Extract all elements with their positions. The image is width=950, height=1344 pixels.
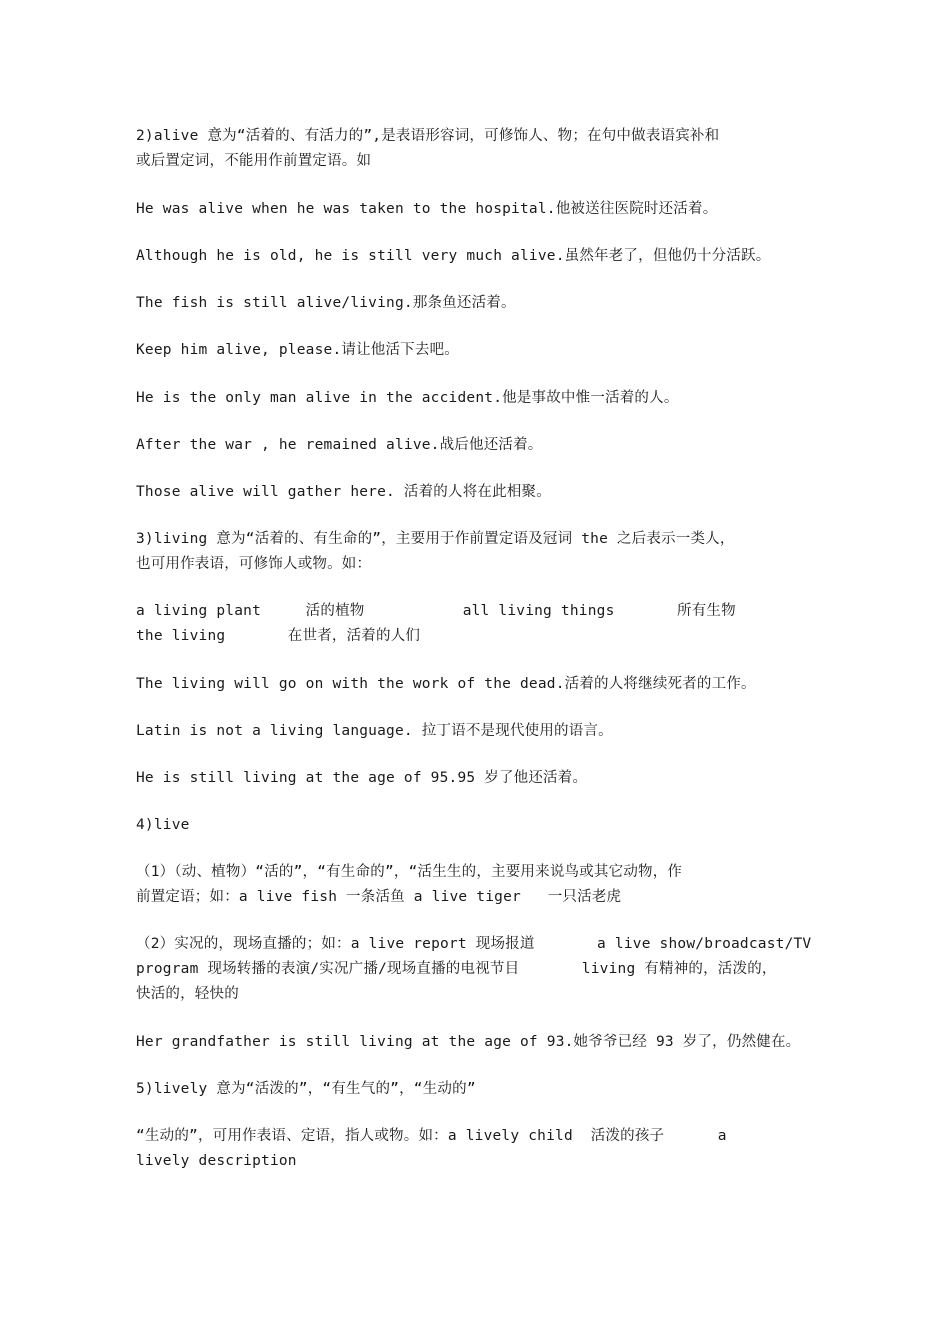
text-line: Keep him alive, please.请让他活下去吧。 — [136, 342, 459, 358]
text-line: 或后置定词，不能用作前置定语。如 — [136, 153, 372, 169]
text-line: 2)alive 意为“活着的、有活力的”,是表语形容词，可修饰人、物；在句中做表语宾补和 — [136, 128, 720, 144]
text-line: 5)lively 意为“活泼的”，“有生气的”，“生动的” — [136, 1081, 476, 1097]
text-line: Latin is not a living language. 拉丁语不是现代使用的语言。 — [136, 723, 613, 739]
text-line: 4)live — [136, 817, 190, 833]
text-line: The living will go on with the work of the dead.活着的人将继续死者的工作。 — [136, 676, 756, 692]
text-line: He is still living at the age of 95.95 岁了他还活着。 — [136, 770, 588, 786]
text-line: The fish is still alive/living.那条鱼还活着。 — [136, 295, 516, 311]
text-line: Her grandfather is still living at the age of 93.她爷爷已经 93 岁了，仍然健在。 — [136, 1034, 801, 1050]
text-line: a living plant 活的植物 all living things 所有生物 — [136, 603, 736, 619]
text-line: Although he is old, he is still very much alive.虽然年老了，但他仍十分活跃。 — [136, 248, 771, 264]
text-line: program 现场转播的表演/实况广播/现场直播的电视节目 living 有精神的，活泼的， — [136, 961, 777, 977]
text-line: （1）（动、植物）“活的”，“有生命的”，“活生生的，主要用来说鸟或其它动物，作 — [136, 864, 683, 880]
text-line: the living 在世者，活着的人们 — [136, 628, 421, 644]
text-line: 3)living 意为“活着的、有生命的”，主要用于作前置定语及冠词 the 之后表示一类人， — [136, 531, 735, 547]
text-line: （2）实况的，现场直播的；如：a live report 现场报道 a live show/broadcast/TV — [136, 936, 812, 952]
text-line: “生动的”，可用作表语、定语，指人或物。如：a lively child 活泼的孩子 a — [136, 1128, 727, 1144]
text-line: After the war , he remained alive.战后他还活着。 — [136, 437, 543, 453]
text-line: Those alive will gather here. 活着的人将在此相聚。 — [136, 484, 551, 500]
text-line: 也可用作表语，可修饰人或物。如： — [136, 556, 372, 572]
text-line: He was alive when he was taken to the hospital.他被送往医院时还活着。 — [136, 201, 718, 217]
text-line: He is the only man alive in the accident.他是事故中惟一活着的人。 — [136, 390, 679, 406]
text-line: 前置定语；如：a live fish 一条活鱼 a live tiger 一只活老虎 — [136, 889, 622, 905]
text-line: 快活的，轻快的 — [136, 986, 239, 1002]
text-line: lively description — [136, 1153, 297, 1169]
